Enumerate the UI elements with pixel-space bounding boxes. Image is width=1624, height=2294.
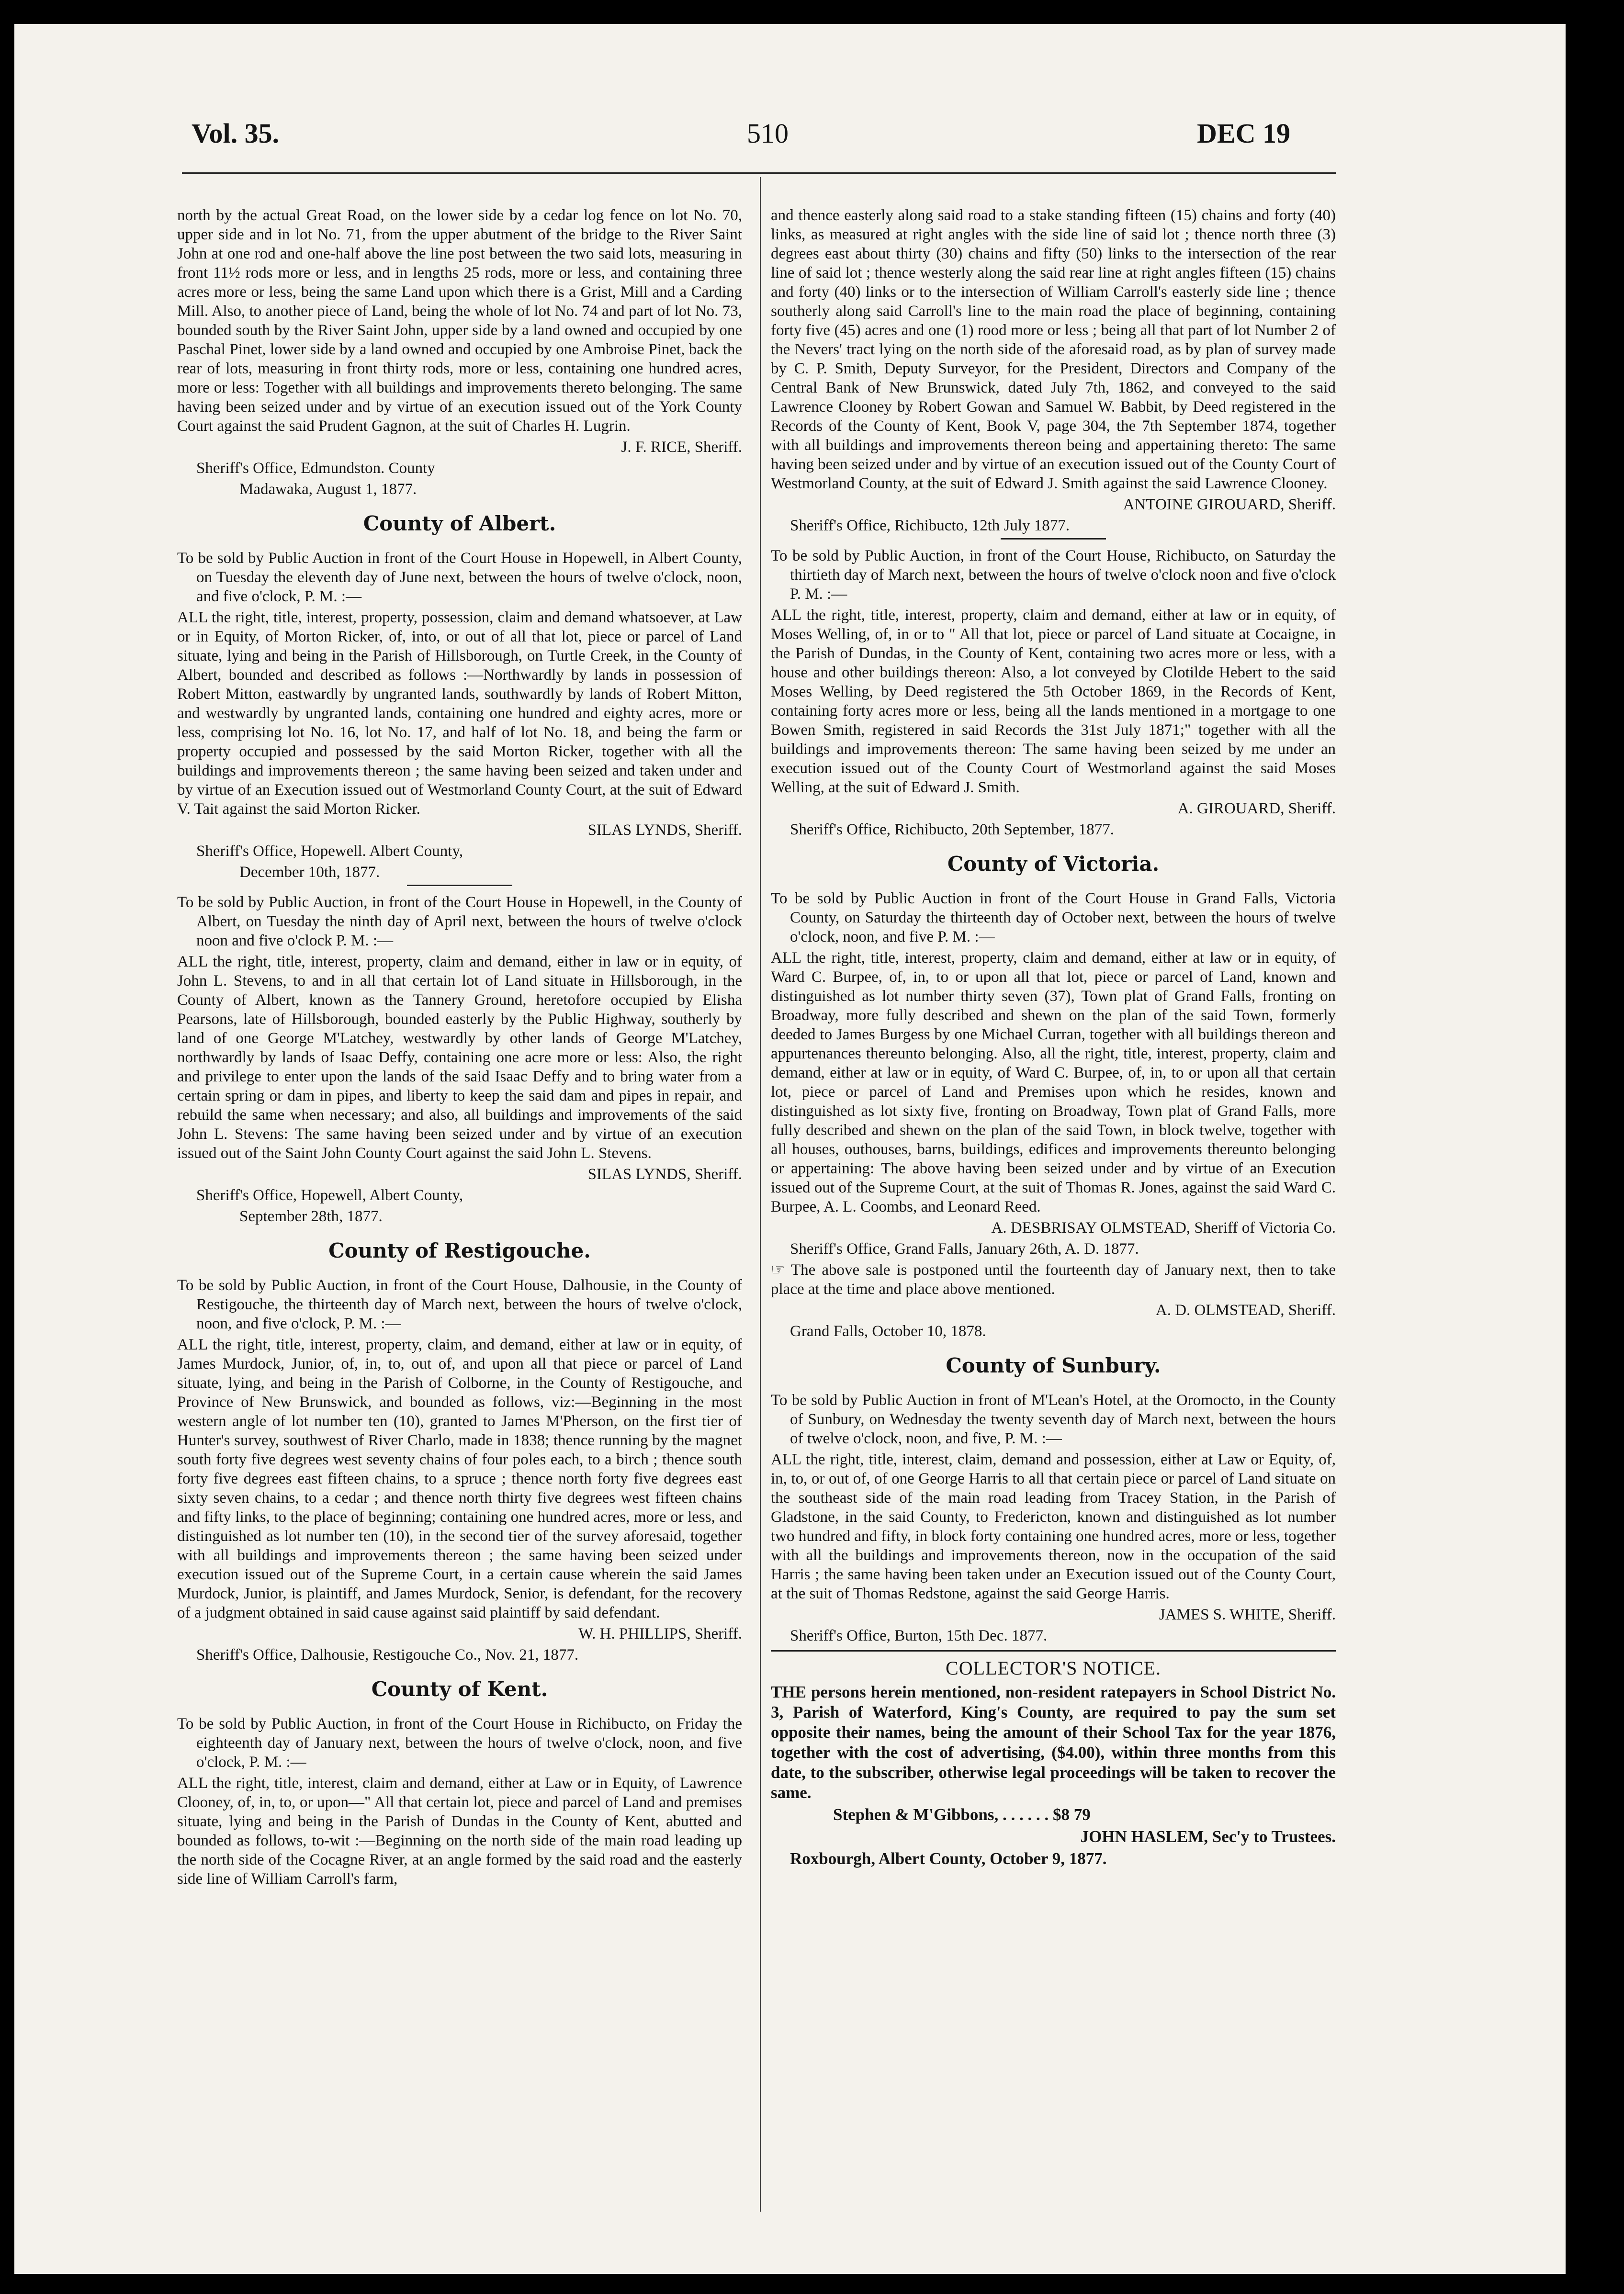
- section-heading-victoria: County of Victoria.: [947, 852, 1160, 876]
- section-heading-albert: County of Albert.: [363, 512, 556, 535]
- notice-body: and thence easterly along said road to a stake standing fifteen (15) chains and forty (40) links, as measured at right angles with the side line of said lot ; thence north three (3) degrees east about thirty (30) chains and fifty (50) links to the intersection of the rear line of said lot ; thence westerly along the said rear line at right angles fifteen (15) chains and forty (40) links or to the intersection of William Carroll's easterly side line ; thence southerly along said Carroll's line to the main road the place of beginning, containing forty five (45) acres and one (1) rood more or less ; being all that part of lot Number 2 of the Nevers' tract lying on the north side of the aforesaid road, as by plan of survey made by C. P. Smith, Deputy Surveyor, for the President, Directors and Company of the Central Bank of New Brunswick, dated July 7th, 1862, and conveyed to the said Lawrence Clooney by Robert Gowan and Samuel W. Babbit, by Deed registered in the Records of the County of Kent, Book V, page 304, the 7th September 1874, together with all buildings and improvements thereon being and appertaining thereto: The same having been seized under and by virtue of an execution issued out of the County Court of Westmorland County, at the suit of Edward J. Smith against the said Lawrence Clooney.: [771, 207, 1336, 492]
- notice-body: ALL the right, title, interest, property, claim and demand, either in law or in equity, of John L. Stevens, to and in all that certain lot of Land situate in Hillsborough, in the County of Albert, known as the Tannery Ground, heretofore occupied by Elisha Pearsons, late of Hillsborough, bounded easterly by the Public Highway, southerly by land of one George M'Latchey, westwardly by other lands of George M'Latchey, northwardly by lands of Isaac Deffy, containing one acre more or less: Also, the right and privilege to enter upon the lands of the said Isaac Deffy and to bring water from a certain spring or dam in pipes, and liberty to keep the said dam and pipes in repair, and rebuild the same when necessary; and also, all buildings and improvements of the said John L. Stevens: The same having been seized under and by virtue of an execution issued out of the Saint John County Court against the said John L. Stevens.: [177, 953, 742, 1162]
- postponement-note: ☞ The above sale is postponed until the fourteenth day of January next, then to take place at the time and place above mentioned.: [771, 1261, 1336, 1298]
- column-divider: [760, 177, 761, 2212]
- notice-intro: To be sold by Public Auction, in front of the Court House, Dalhousie, in the County of Restigouche, the thirteenth day of March next, between the hours of twelve o'clock, noon, and five o'clock, P. M. :—: [177, 1277, 742, 1332]
- notice-body: ALL the right, title, interest, property, claim and demand, either at law or in equity, of Moses Welling, of, in or to " All that lot, piece or parcel of Land situate at Cocaigne, in the Parish of Dundas, in the County of Kent, containing two acres more or less, with a house and other buildings thereon: Also, a lot conveyed by Clotilde Hebert to the said Moses Welling, by Deed registered the 5th October 1869, in the Records of Kent, containing forty acres more or less, being all the lands mentioned in a mortgage to one Bowen Smith, registered in said Records the 31st July 1871;" together with all the buildings and improvements thereon: The same having been seized by me under an execution issued out of the County Court of Westmorland against the said Moses Welling, at the suit of Edward J. Smith.: [771, 607, 1336, 796]
- separator-rule: [407, 885, 512, 886]
- collector-notice-rule: [771, 1650, 1336, 1652]
- section-heading-sunbury: County of Sunbury.: [946, 1354, 1161, 1377]
- collector-notice-date: Roxbourgh, Albert County, October 9, 1877.: [790, 1849, 1107, 1868]
- right-column: [771, 206, 1336, 1871]
- sheriff-signature: SILAS LYNDS, Sheriff.: [587, 821, 742, 839]
- section-heading-restigouche: County of Restigouche.: [328, 1239, 591, 1262]
- collector-notice-body: THE persons herein mentioned, non-resident ratepayers in School District No. 3, Parish of Waterford, King's County, are required to pay the sum set opposite their names, being the amount of their School Tax for the year 1876, together with the cost of advertising, ($4.00), within three months from this date, to the subscriber, otherwise legal proceedings will be taken to recover the same.: [771, 1683, 1336, 1802]
- collector-notice-title: COLLECTOR'S NOTICE.: [946, 1657, 1161, 1679]
- issue-date: DEC 19: [1197, 118, 1290, 149]
- sheriff-office: Sheriff's Office, Dalhousie, Restigouche Co., Nov. 21, 1877.: [196, 1646, 579, 1664]
- sheriff-office: Sheriff's Office, Grand Falls, January 26th, A. D. 1877.: [790, 1240, 1139, 1258]
- notice-body: ALL the right, title, interest, property, claim and demand, either at law or in equity, of Ward C. Burpee, of, in, to or upon all that lot, piece or parcel of Land, known and distinguished as lot number thirty seven (37), Town plat of Grand Falls, fronting on Broadway, more fully described and shewn on the plan of the said Town, formerly deeded to James Burgess by one Michael Curran, together with all buildings thereon and appurtenances thereunto belonging. Also, all the right, title, interest, property, claim and demand, either at law or in equity, of Ward C. Burpee, of, in, to or upon all that certain lot, piece or parcel of Land and Premises upon which he resides, known and distinguished as lot sixty five, fronting on Broadway, Town plat of Grand Falls, more fully described and shewn on the plan of the said Town, in block twelve, together with all houses, outhouses, barns, buildings, edifices and improvements thereunto belonging or appertaining: The above having been seized under and by virtue of an Execution issued out of the Supreme Court, at the suit of Thomas R. Jones, against the said Ward C. Burpee, A. L. Coombs, and Leonard Reed.: [771, 949, 1336, 1215]
- sheriff-signature: ANTOINE GIROUARD, Sheriff.: [1123, 496, 1336, 513]
- left-column: [177, 206, 742, 1890]
- notice-body: ALL the right, title, interest, claim, demand and possession, either at Law or Equity, of, in, to, or out of, of one George Harris to all that certain piece or parcel of Land situate on the southeast side of the main road leading from Tracey Station, in the Parish of Gladstone, in the said County, to Fredericton, known and distinguished as lot number two hundred and fifty, in block forty containing one hundred acres, more or less, together with all the buildings and improvements thereon, now in the occupation of the said Harris ; the same having been taken under an Execution issued out of the County Court, at the suit of Thomas Redstone, against the said George Harris.: [771, 1451, 1336, 1602]
- sheriff-office: Sheriff's Office, Hopewell. Albert County,: [196, 843, 463, 860]
- notice-intro: To be sold by Public Auction, in front of the Court House, Richibucto, on Saturday the thirtieth day of March next, between the hours of twelve o'clock noon and five o'clock P. M. :—: [771, 547, 1336, 603]
- sheriff-signature: JAMES S. WHITE, Sheriff.: [1159, 1606, 1336, 1623]
- separator-rule: [1001, 538, 1106, 540]
- sheriff-signature: W. H. PHILLIPS, Sheriff.: [578, 1625, 742, 1642]
- volume-number: Vol. 35.: [192, 118, 280, 149]
- sheriff-signature: A. D. OLMSTEAD, Sheriff.: [1155, 1302, 1336, 1319]
- notice-intro: To be sold by Public Auction, in front of the Court House in Hopewell, in the County of Albert, on Tuesday the ninth day of April next, between the hours of twelve o'clock noon and five o'clock P. M. :—: [177, 894, 742, 949]
- collector-notice-entry: Stephen & M'Gibbons, . . . . . . $8 79: [833, 1805, 1091, 1824]
- sheriff-office: Sheriff's Office, Richibucto, 12th July 1877.: [790, 517, 1070, 534]
- sheriff-office-date: Madawaka, August 1, 1877.: [239, 481, 417, 498]
- notice-intro: To be sold by Public Auction in front of M'Lean's Hotel, at the Oromocto, in the County of Sunbury, on Wednesday the twenty seventh day of March next, between the hours of twelve o'clock, noon, and five, P. M. :—: [771, 1392, 1336, 1447]
- sheriff-office: Sheriff's Office, Burton, 15th Dec. 1877.: [790, 1627, 1048, 1644]
- sheriff-signature: A. GIROUARD, Sheriff.: [1177, 800, 1336, 817]
- notice-body: north by the actual Great Road, on the lower side by a cedar log fence on lot No. 70, upper side and in lot No. 71, from the upper abutment of the bridge to the River Saint John at one rod and one-half above the line post between the two said lots, measuring in front 11½ rods more or less, and in lengths 25 rods, more or less, and containing three acres more or less, being the same Land upon which there is a Grist, Mill and a Carding Mill. Also, to another piece of Land, being the whole of lot No. 74 and part of lot No. 73, bounded south by the River Saint John, upper side by a land owned and occupied by one Paschal Pinet, lower side by a land owned and occupied by one Ambroise Pinet, back the rear of lots, measuring in front thirty rods, more or less, containing one hundred acres, more or less: Together with all buildings and improvements thereto belonging. The same having been seized under and by virtue of an execution issued out of the York County Court against the said Prudent Gagnon, at the suit of Charles H. Lugrin.: [177, 207, 742, 435]
- page-number: 510: [747, 118, 789, 149]
- header-rule: [182, 172, 1336, 174]
- collector-signature: JOHN HASLEM, Sec'y to Trustees.: [1080, 1827, 1336, 1846]
- sheriff-office-date: December 10th, 1877.: [239, 864, 380, 881]
- sheriff-office-date: September 28th, 1877.: [239, 1208, 383, 1225]
- notice-body: ALL the right, title, interest, property, possession, claim and demand whatsoever, at Law or in Equity, of Morton Ricker, of, into, or out of all that lot, piece or parcel of Land situate, lying and being in the Parish of Hillsborough, on Turtle Creek, in the County of Albert, bounded and described as follows :—Northwardly by lands in possession of Robert Mitton, eastwardly by ungranted lands, southwardly by lands of Robert Mitton, and westwardly by ungranted lands, containing one hundred and eighty acres, more or less, comprising lot No. 16, lot No. 17, and half of lot No. 18, and being the farm or property occupied and possessed by the said Morton Ricker, together with all the buildings and improvements thereon ; the same having been seized and taken under and by virtue of an Execution issued out of Westmorland County Court, at the suit of Edward V. Tait against the said Morton Ricker.: [177, 609, 742, 818]
- sheriff-office: Sheriff's Office, Richibucto, 20th September, 1877.: [790, 821, 1115, 838]
- sheriff-office: Sheriff's Office, Hopewell, Albert County,: [196, 1187, 463, 1204]
- section-heading-kent: County of Kent.: [371, 1677, 548, 1701]
- notice-intro: To be sold by Public Auction in front of the Court House in Grand Falls, Victoria County, on Saturday the thirteenth day of October next, between the hours of twelve o'clock, noon, and five P. M. :—: [771, 890, 1336, 945]
- sheriff-office: Grand Falls, October 10, 1878.: [790, 1323, 986, 1340]
- notice-body: ALL the right, title, interest, claim and demand, either at Law or in Equity, of Lawrence Clooney, of, in, to, or upon—" All that certain lot, piece and parcel of Land and premises situate, lying and being in the Parish of Dundas in the County of Kent, abutted and bounded as follows, to-wit :—Beginning on the north side of the main road leading up the north side of the Cocagne River, at an angle formed by the said road and the easterly side line of William Carroll's farm,: [177, 1775, 742, 1888]
- notice-intro: To be sold by Public Auction in front of the Court House in Hopewell, in Albert County, on Tuesday the eleventh day of June next, between the hours of twelve o'clock, noon, and five o'clock, P. M. :—: [177, 550, 742, 605]
- sheriff-signature: SILAS LYNDS, Sheriff.: [587, 1166, 742, 1183]
- sheriff-office: Sheriff's Office, Edmundston. County: [196, 460, 435, 477]
- sheriff-signature: J. F. RICE, Sheriff.: [621, 439, 742, 456]
- notice-body: ALL the right, title, interest, property, claim, and demand, either at law or in equity, of James Murdock, Junior, of, in, to, out of, and upon all that piece or parcel of Land situate, lying, and being in the Parish of Colborne, in the County of Restigouche, and Province of New Brunswick, and bounded as follows, viz:—Beginning in the most western angle of lot number ten (10), granted to James M'Pherson, on the first tier of Hunter's survey, southwest of River Charlo, made in 1838; thence running by the magnet south forty five degrees west seventy chains of four poles each, to a birch ; thence south forty five degrees east fifteen chains, to a spruce ; thence north forty five degrees east sixty seven chains, to a cedar ; and thence north thirty five degrees west fifteen chains and fifty links, to the place of beginning; containing one hundred acres, more or less, and distinguished as lot number ten (10), in the second tier of the survey aforesaid, together with all buildings and improvements thereon ; the same having been seized under execution issued out of the Supreme Court, in a certain cause wherein the said James Murdock, Junior, is plaintiff, and James Murdock, Senior, is defendant, for the recovery of a judgment obtained in said cause against said plaintiff by said defendant.: [177, 1336, 742, 1621]
- notice-intro: To be sold by Public Auction, in front of the Court House in Richibucto, on Friday the eighteenth day of January next, between the hours of twelve o'clock, noon, and five o'clock, P. M. :—: [177, 1715, 742, 1771]
- sheriff-signature: A. DESBRISAY OLMSTEAD, Sheriff of Victoria Co.: [991, 1219, 1336, 1237]
